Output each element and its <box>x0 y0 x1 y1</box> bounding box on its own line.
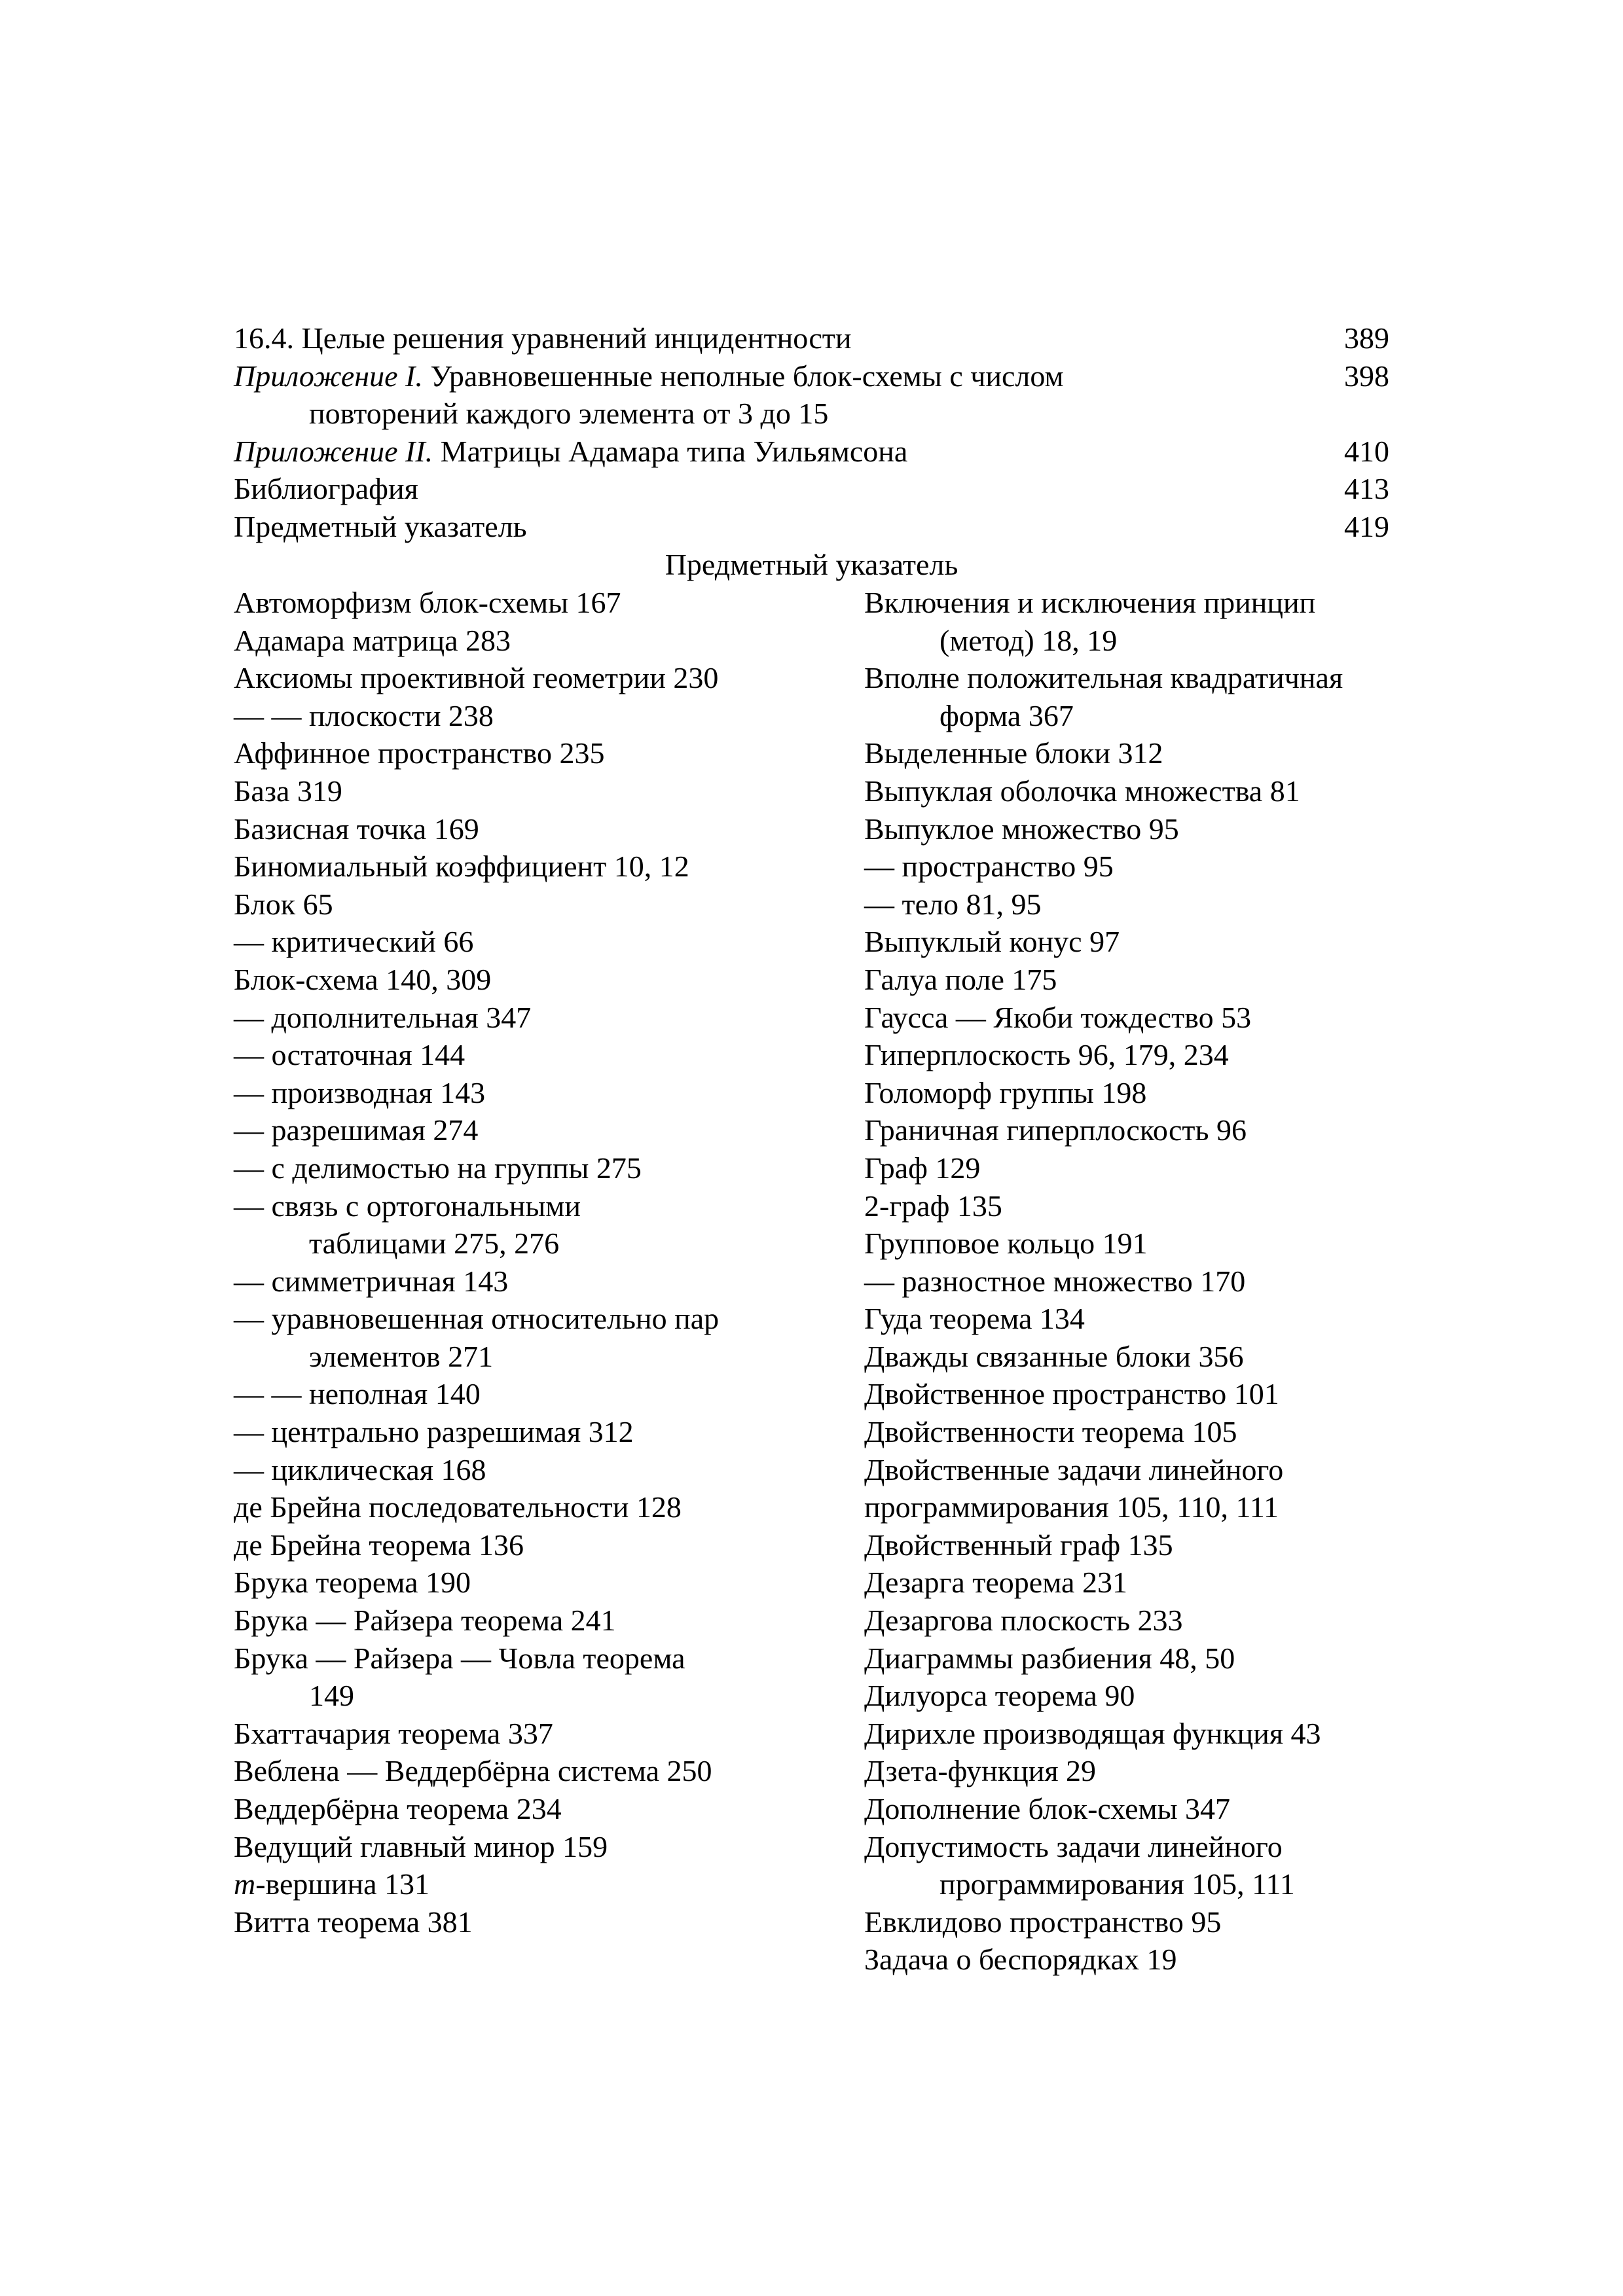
index-entry-text: — с делимостью на группы 275 <box>234 1151 642 1185</box>
toc-row <box>234 433 1389 471</box>
index-entry-text: Дополнение блок-схемы 347 <box>864 1792 1231 1825</box>
index-entry-text: Блок-схема 140, 309 <box>234 962 492 996</box>
index-entry <box>864 1225 1453 1263</box>
index-entry <box>234 1413 823 1451</box>
index-entry-text: — — неполная 140 <box>234 1377 481 1411</box>
index-entry <box>234 622 823 660</box>
index-entry-text: программирования 105, 110, 111 <box>864 1490 1279 1524</box>
index-entry-text: Аксиомы проективной геометрии 230 <box>234 661 719 695</box>
index-entry-text: Выделенные блоки 312 <box>864 736 1163 770</box>
toc-row <box>234 470 1389 508</box>
toc-title: Библиография <box>234 472 418 506</box>
index-entry-continuation: 149 <box>309 1679 354 1713</box>
index-entry-text: Гиперплоскость 96, 179, 234 <box>864 1038 1229 1072</box>
toc-title: Уравновешенные неполные блок-схемы с числом <box>422 359 1064 393</box>
index-entry <box>864 923 1453 961</box>
index-heading: Предметный указатель <box>665 548 958 581</box>
toc-prefix: Приложение II. <box>234 434 433 468</box>
index-entry-text: Ведущий главный минор 159 <box>234 1829 608 1863</box>
index-entry <box>234 1602 823 1640</box>
toc-page-number: 413 <box>1344 472 1389 506</box>
index-entry <box>234 1036 823 1074</box>
index-entry-continuation: форма 367 <box>939 698 1074 732</box>
index-entry <box>234 961 823 999</box>
index-entry-text: Брука — Райзера теорема 241 <box>234 1604 616 1638</box>
index-entry <box>234 1488 823 1526</box>
index-entry-text: Допустимость задачи линейного <box>864 1829 1283 1863</box>
index-entry <box>864 1074 1453 1112</box>
index-entry-text: Выпуклый конус 97 <box>864 925 1120 959</box>
index-entry <box>234 1300 823 1375</box>
index-entry <box>864 1413 1453 1451</box>
index-entry-text: Двойственности теорема 105 <box>864 1415 1237 1449</box>
index-entry <box>864 1263 1453 1300</box>
index-left-column <box>234 584 823 1941</box>
index-entry-text: Включения и исключения принцип <box>864 586 1316 619</box>
toc-page-number: 398 <box>1344 359 1389 393</box>
index-entry <box>864 1111 1453 1149</box>
index-entry-text: Граничная гиперплоскость 96 <box>864 1113 1247 1147</box>
index-entry <box>864 734 1453 772</box>
index-entry-text: Брука теорема 190 <box>234 1566 471 1600</box>
toc-page-number: 389 <box>1344 321 1389 355</box>
index-entry-text: Диаграммы разбиения 48, 50 <box>864 1641 1235 1675</box>
index-entry-text: — связь с ортогональными <box>234 1189 581 1223</box>
index-entry-text: Дважды связанные блоки 356 <box>864 1339 1244 1373</box>
index-entry-text: Двойственные задачи линейного <box>864 1452 1284 1486</box>
index-entry-text: Выпуклая оболочка множества 81 <box>864 774 1300 808</box>
index-entry <box>864 1752 1453 1790</box>
index-entry <box>864 1677 1453 1715</box>
index-entry <box>234 810 823 848</box>
index-entry-text: — критический 66 <box>234 925 474 959</box>
index-entry-text: — центрально разрешимая 312 <box>234 1415 634 1449</box>
index-entry-text: 2-граф 135 <box>864 1189 1002 1223</box>
toc-prefix: Приложение I. <box>234 359 423 393</box>
index-entry <box>234 923 823 961</box>
index-entry <box>234 734 823 772</box>
index-entry-text: — пространство 95 <box>864 850 1114 884</box>
index-entry <box>864 1526 1453 1564</box>
toc-page-number: 410 <box>1344 434 1389 468</box>
index-entry <box>864 1375 1453 1413</box>
index-entry-text: Дезарга теорема 231 <box>864 1566 1127 1600</box>
index-entry-text: — тело 81, 95 <box>864 887 1042 921</box>
index-entry-text: Дезаргова плоскость 233 <box>864 1604 1183 1638</box>
index-entry <box>234 1828 823 1866</box>
index-entry <box>864 584 1453 659</box>
index-entry <box>864 1338 1453 1376</box>
index-entry-text: Групповое кольцо 191 <box>864 1227 1148 1261</box>
index-entry-text: Базисная точка 169 <box>234 812 479 846</box>
index-entry-text: Двойственный граф 135 <box>864 1528 1173 1562</box>
index-entry-text: Витта теорема 381 <box>234 1905 473 1939</box>
index-entry-text: Автоморфизм блок-схемы 167 <box>234 586 621 619</box>
index-entry-text: — остаточная 144 <box>234 1038 465 1072</box>
toc-row <box>234 357 1389 433</box>
index-entry <box>234 886 823 924</box>
index-entry-text: Дирихле производящая функция 43 <box>864 1716 1321 1750</box>
index-entry-text: Голоморф группы 198 <box>864 1075 1147 1109</box>
index-entry <box>864 886 1453 924</box>
index-entry <box>234 1715 823 1753</box>
index-entry-text: -вершина 131 <box>255 1867 429 1901</box>
index-entry <box>864 659 1453 734</box>
index-entry-text: — уравновешенная относительно пар <box>234 1302 720 1336</box>
index-entry-text: Задача о беспорядках 19 <box>864 1943 1177 1977</box>
index-entry-text: Веддербёрна теорема 234 <box>234 1792 562 1825</box>
index-entry <box>234 1526 823 1564</box>
index-entry <box>234 1263 823 1300</box>
index-entry <box>864 1715 1453 1753</box>
index-entry <box>234 772 823 810</box>
index-entry-text: Дзета-функция 29 <box>864 1754 1097 1788</box>
index-entry <box>234 1752 823 1790</box>
index-entry-text: Евклидово пространство 95 <box>864 1905 1222 1939</box>
index-entry <box>864 1149 1453 1187</box>
index-entry-continuation: программирования 105, 111 <box>939 1867 1295 1901</box>
index-entry-text: База 319 <box>234 774 342 808</box>
index-entry <box>234 1111 823 1149</box>
index-entry <box>234 1865 823 1903</box>
index-entry <box>864 1187 1453 1225</box>
index-entry <box>864 1790 1453 1828</box>
index-entry <box>234 1187 823 1263</box>
index-entry <box>234 1903 823 1941</box>
index-entry <box>864 1640 1453 1677</box>
index-entry <box>864 1488 1453 1526</box>
index-entry-text: Веблена — Веддербёрна система 250 <box>234 1754 712 1788</box>
index-entry <box>864 1036 1453 1074</box>
index-entry <box>234 1640 823 1715</box>
index-entry <box>234 659 823 697</box>
index-entry <box>234 1451 823 1489</box>
toc-title: Предметный указатель <box>234 509 527 543</box>
index-entry-text: Галуа поле 175 <box>864 962 1057 996</box>
toc-title-continuation: повторений каждого элемента от 3 до 15 <box>309 397 829 431</box>
toc-title: 16.4. Целые решения уравнений инцидентности <box>234 321 852 355</box>
index-entry-text: — разрешимая 274 <box>234 1113 479 1147</box>
index-entry-text: Блок 65 <box>234 887 333 921</box>
index-entry <box>234 1149 823 1187</box>
index-right-column <box>864 584 1453 1979</box>
index-entry <box>864 810 1453 848</box>
index-entry-italic-prefix: m <box>234 1867 256 1901</box>
index-entry-text: Граф 129 <box>864 1151 981 1185</box>
toc-title: Матрицы Адамара типа Уильямсона <box>433 434 908 468</box>
index-entry-text: Брука — Райзера — Човла теорема <box>234 1641 685 1675</box>
index-entry-text: Биномиальный коэффициент 10, 12 <box>234 850 689 884</box>
index-entry-text: Адамара матрица 283 <box>234 623 511 657</box>
index-entry <box>864 1941 1453 1979</box>
index-entry <box>864 1451 1453 1489</box>
index-entry <box>864 999 1453 1037</box>
index-entry-text: — циклическая 168 <box>234 1452 486 1486</box>
index-entry-text: — разностное множество 170 <box>864 1264 1246 1298</box>
index-entry <box>864 1564 1453 1602</box>
index-entry-text: Двойственное пространство 101 <box>864 1377 1279 1411</box>
index-entry-text: Бхаттачария теорема 337 <box>234 1716 553 1750</box>
index-entry <box>234 999 823 1037</box>
index-entry-text: Гаусса — Якоби тождество 53 <box>864 1000 1252 1034</box>
index-entry-text: Вполне положительная квадратичная <box>864 661 1343 695</box>
toc-row <box>234 319 1389 357</box>
index-entry <box>864 961 1453 999</box>
toc-row <box>234 508 1389 546</box>
index-entry-text: Аффинное пространство 235 <box>234 736 605 770</box>
index-entry <box>234 1074 823 1112</box>
index-entry-continuation: (метод) 18, 19 <box>939 623 1118 657</box>
index-entry <box>234 1375 823 1413</box>
index-entry <box>864 1602 1453 1640</box>
index-entry-text: — производная 143 <box>234 1075 486 1109</box>
table-of-contents <box>234 319 1389 546</box>
index-entry-text: де Брейна теорема 136 <box>234 1528 524 1562</box>
index-entry-continuation: таблицами 275, 276 <box>309 1227 560 1261</box>
index-entry <box>864 1903 1453 1941</box>
index-entry <box>864 1828 1453 1903</box>
index-entry <box>864 772 1453 810</box>
index-entry <box>234 1790 823 1828</box>
index-entry-continuation: элементов 271 <box>309 1339 494 1373</box>
index-entry <box>234 848 823 886</box>
index-entry <box>234 584 823 622</box>
index-entry <box>864 848 1453 886</box>
index-entry-text: — — плоскости 238 <box>234 698 494 732</box>
index-entry-text: де Брейна последовательности 128 <box>234 1490 682 1524</box>
index-entry <box>864 1300 1453 1338</box>
index-entry <box>234 697 823 735</box>
index-entry-text: Выпуклое множество 95 <box>864 812 1179 846</box>
index-entry-text: — дополнительная 347 <box>234 1000 532 1034</box>
index-entry-text: Дилуорса теорема 90 <box>864 1679 1135 1713</box>
index-entry <box>234 1564 823 1602</box>
toc-page-number: 419 <box>1344 509 1389 543</box>
index-entry-text: Гуда теорема 134 <box>864 1302 1085 1336</box>
index-entry-text: — симметричная 143 <box>234 1264 509 1298</box>
